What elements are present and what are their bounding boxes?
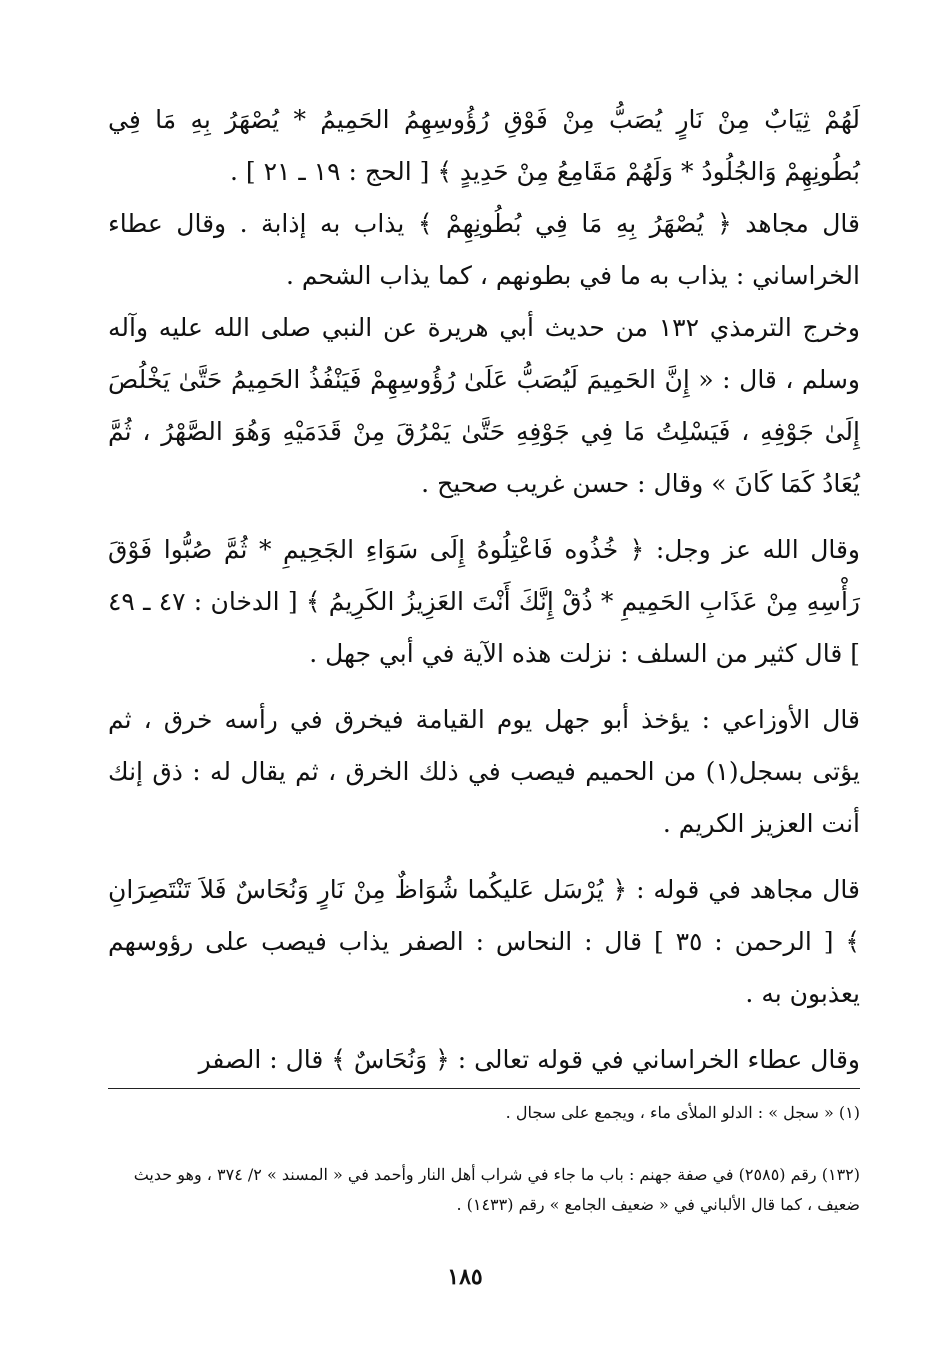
paragraph-3: وخرج الترمذي ١٣٢ من حديث أبي هريرة عن النبي صلى الله عليه وآله وسلم ، قال : « إِنَّ الحَمِيمَ لَيُصَبُّ عَلَىٰ رُؤُوسِهِمْ فَيَنْفُذُ الحَمِيمُ حَتَّىٰ يَخْلُصَ إِلَىٰ جَوْفِهِ ، فَيَسْلِتُ مَا فِي جَوْفِهِ حَتَّىٰ يَمْرُقَ مِنْ قَدَمَيْهِ وَهُوَ الصَّهْرُ ، ثُمَّ يُعَادُ كَمَا كَانَ » وقال : حسن غريب صحيح . bbox=[108, 313, 860, 498]
paragraph-5: قال الأوزاعي : يؤخذ أبو جهل يوم القيامة فيخرق في رأسه خرق ، ثم يؤتى بسجل(١) من الحميم فيصب في ذلك الخرق ، ثم يقال له : ذق إنك أنت العزيز الكريم . bbox=[108, 705, 860, 838]
paragraph-4: وقال الله عز وجل: ﴿ خُذُوه فَاعْتِلُوهُ إِلَى سَوَاءِ الجَحِيمِ * ثُمَّ صُبُّوا فَوْقَ رَأْسِهِ مِنْ عَذَابِ الحَمِيمِ * ذُقْ إِنَّكَ أَنْتَ العَزِيزُ الكَرِيمُ ﴾ [ الدخان : ٤٧ ـ ٤٩ ] قال كثير من السلف : نزلت هذه الآية في أبي جهل . bbox=[108, 535, 860, 668]
footnote-2: (١٣٢) رقم (٢٥٨٥) في صفة جهنم : باب ما جاء في شراب أهل النار وأحمد في « المسند » ٢/ ٣٧٤ ، وهو حديث ضعيف ، كما قال الألباني في « ضعيف الجامع » رقم (١٤٣٣) . bbox=[133, 1165, 860, 1214]
main-text bbox=[108, 94, 860, 1086]
footnote-1: (١) « سجل » : الدلو الملأى ماء ، ويجمع على سجال . bbox=[505, 1103, 860, 1122]
paragraph-6: قال مجاهد في قوله : ﴿ يُرْسَل عَليكُما شُوَاظٌ مِنْ نَارٍ وَنُحَاسٌ فَلاَ تَنْتَصِرَانِ ﴾ [ الرحمن : ٣٥ ] قال : النحاس : الصفر يذاب فيصب على رؤوسهم يعذبون به . bbox=[108, 875, 860, 1008]
paragraph-2: قال مجاهد ﴿ يُصْهَرُ بِهِ مَا فِي بُطُونِهِمْ ﴾ يذاب به إذابة . وقال عطاء الخراساني : يذاب به ما في بطونهم ، كما يذاب الشحم . bbox=[108, 209, 860, 290]
paragraph-1: لَهُمْ ثِيَابٌ مِنْ نَارٍ يُصَبُّ مِنْ فَوْقِ رُؤُوسِهِمُ الحَمِيمُ * يُصْهَرُ بِهِ مَا فِي بُطُونِهِمْ وَالجُلُودُ * وَلَهُمْ مَقَامِعُ مِنْ حَدِيدٍ ﴾ [ الحج : ١٩ ـ ٢١ ] . bbox=[108, 105, 860, 186]
page-number: ١٨٥ bbox=[447, 1264, 483, 1290]
footnote-separator bbox=[108, 1088, 860, 1089]
paragraph-7: وقال عطاء الخراساني في قوله تعالى : ﴿ وَنُحَاسٌ ﴾ قال : الصفر bbox=[198, 1045, 860, 1074]
